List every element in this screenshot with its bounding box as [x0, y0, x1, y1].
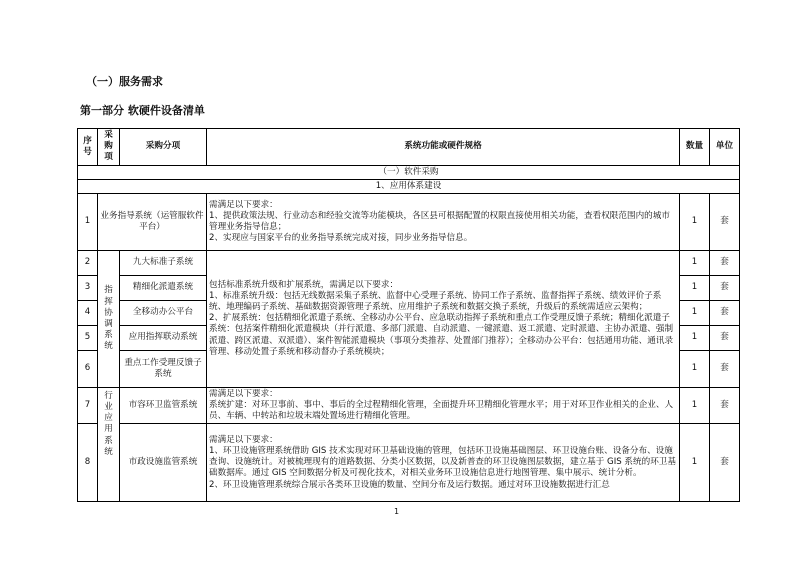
row-unit: 套: [710, 325, 740, 350]
row-qty: 1: [680, 250, 710, 275]
row-unit: 套: [710, 193, 740, 250]
header-unit: 单位: [710, 129, 740, 166]
row-unit: 套: [710, 387, 740, 424]
row-category: 九大标准子系统: [120, 250, 207, 275]
row-spec: [207, 193, 680, 250]
spec-line: 包括标准系统升级和扩展系统，需满足以下要求：: [209, 279, 399, 290]
row-no: 8: [78, 424, 98, 502]
spec-line: 需满足以下要求：: [209, 434, 278, 445]
row-category: 市容环卫监管系统: [120, 387, 207, 424]
section-app: 1、应用体系建设: [78, 179, 740, 193]
header-category: 采购分项: [120, 129, 207, 166]
row-no: 7: [78, 387, 98, 424]
row-no: 4: [78, 300, 98, 325]
row-no: 1: [78, 193, 98, 250]
row-qty: 1: [680, 424, 710, 502]
spec-line: 1、标准系统升级：包括无线数据采集子系统、监督中心受理子系统、协同工作子系统、监督指挥子系统、绩效评价子系统、地理编码子系统、基础数据资源管理子系统、应用维护子系统和数据交换子系统，升级后的系统需适应云架构；: [209, 290, 662, 313]
row-category: 全移动办公平台: [120, 300, 207, 325]
section-heading-service-requirements: （一）服务需求: [86, 75, 163, 88]
row-spec: [207, 424, 680, 502]
table-row: [78, 193, 740, 250]
spec-line: 1、提供政策法规、行业动态和经验交流等功能模块，各区县可根据配置的权限直接使用相关功能，查看权限范围内的城市管理业务指导信息；: [209, 210, 670, 232]
table-row: [78, 387, 740, 424]
header-qty: 数量: [680, 129, 710, 166]
row-category: 业务指导系统（运管服软件平台）: [98, 193, 207, 250]
spec-line: 2、环卫设施管理系统综合展示各类环卫设施的数量、空间分布及运行数据。通过对环卫设施数据进行汇总: [209, 479, 610, 490]
row-category: 重点工作受理反馈子系统: [120, 350, 207, 387]
group-command-coordination: 指挥协调系统: [98, 250, 120, 387]
row-spec-merged: [207, 250, 680, 387]
row-unit: 套: [710, 275, 740, 300]
row-category: 精细化派遣系统: [120, 275, 207, 300]
spec-line: 1、环卫设施管理系统借助 GIS 技术实现对环卫基础设施的管理，包括环卫设施基础图层、环卫设施台账、设备分布、设施查询、设施统计。对被梳理现有的道路数据、分类小区数据，以及新普查的环卫设施图层数据，建立基于 GIS 系统的环卫基础数据库。通过 GIS 空间数据分析及可视化技术，对相关业务环卫设施信息进行地图管理、集中展示、统计分析。: [209, 446, 676, 479]
spec-line: 2、扩展系统：包括精细化派遣子系统、全移动办公平台、应急联动指挥子系统和重点工作受理反馈子系统；精细化派遣子系统：包括案件精细化派遣模块（并行派遣、多部门派遣、自动派遣、一键派遣、返工派遣、定时派遣、主协办派遣、强制派遣、跨区派遣、双派遣）、案件智能派遣模块（事项分类推荐、处置部门推荐）；全移动办公平台：包括通用功能、通讯录管理、移动处置子系统和移动督办子系统模块；: [209, 313, 674, 357]
header-no: 序号: [78, 129, 98, 166]
equipment-list-table: [77, 128, 740, 502]
row-unit: 套: [710, 300, 740, 325]
row-qty: 1: [680, 275, 710, 300]
table-row: [78, 424, 740, 502]
header-item: 采购项: [98, 129, 120, 166]
row-category: 市政设施监管系统: [120, 424, 207, 502]
page-number: 1: [393, 507, 400, 516]
header-spec: 系统功能或硬件规格: [207, 129, 680, 166]
row-unit: 套: [710, 424, 740, 502]
section-heading-equipment-list: 第一部分 软硬件设备清单: [80, 104, 205, 117]
row-unit: 套: [710, 250, 740, 275]
table-row: [78, 250, 740, 275]
row-qty: 1: [680, 300, 710, 325]
row-spec: [207, 387, 680, 424]
section-software: （一）软件采购: [78, 165, 740, 179]
section-row-software: [78, 165, 740, 179]
row-qty: 1: [680, 325, 710, 350]
row-category: 应用指挥联动系统: [120, 325, 207, 350]
row-no: 6: [78, 350, 98, 387]
row-no: 2: [78, 250, 98, 275]
spec-line: 需满足以下要求：: [209, 388, 278, 399]
row-qty: 1: [680, 350, 710, 387]
row-qty: 1: [680, 387, 710, 424]
group-industry-application: 行业应用系统: [98, 387, 120, 502]
section-row-app: [78, 179, 740, 193]
spec-line: 需满足以下要求：: [209, 199, 278, 210]
row-no: 5: [78, 325, 98, 350]
row-qty: 1: [680, 193, 710, 250]
spec-line: 2、实现应与国家平台的业务指导系统完成对接，同步业务指导信息。: [209, 233, 473, 244]
row-unit: 套: [710, 350, 740, 387]
spec-line: 系统扩建：对环卫事前、事中、事后的全过程精细化管理，全面提升环卫精细化管理水平；用于对环卫作业相关的企业、人员、车辆、中转站和垃圾末端处置场进行精细化管理。: [209, 400, 674, 422]
table-header-row: [78, 129, 740, 166]
row-no: 3: [78, 275, 98, 300]
